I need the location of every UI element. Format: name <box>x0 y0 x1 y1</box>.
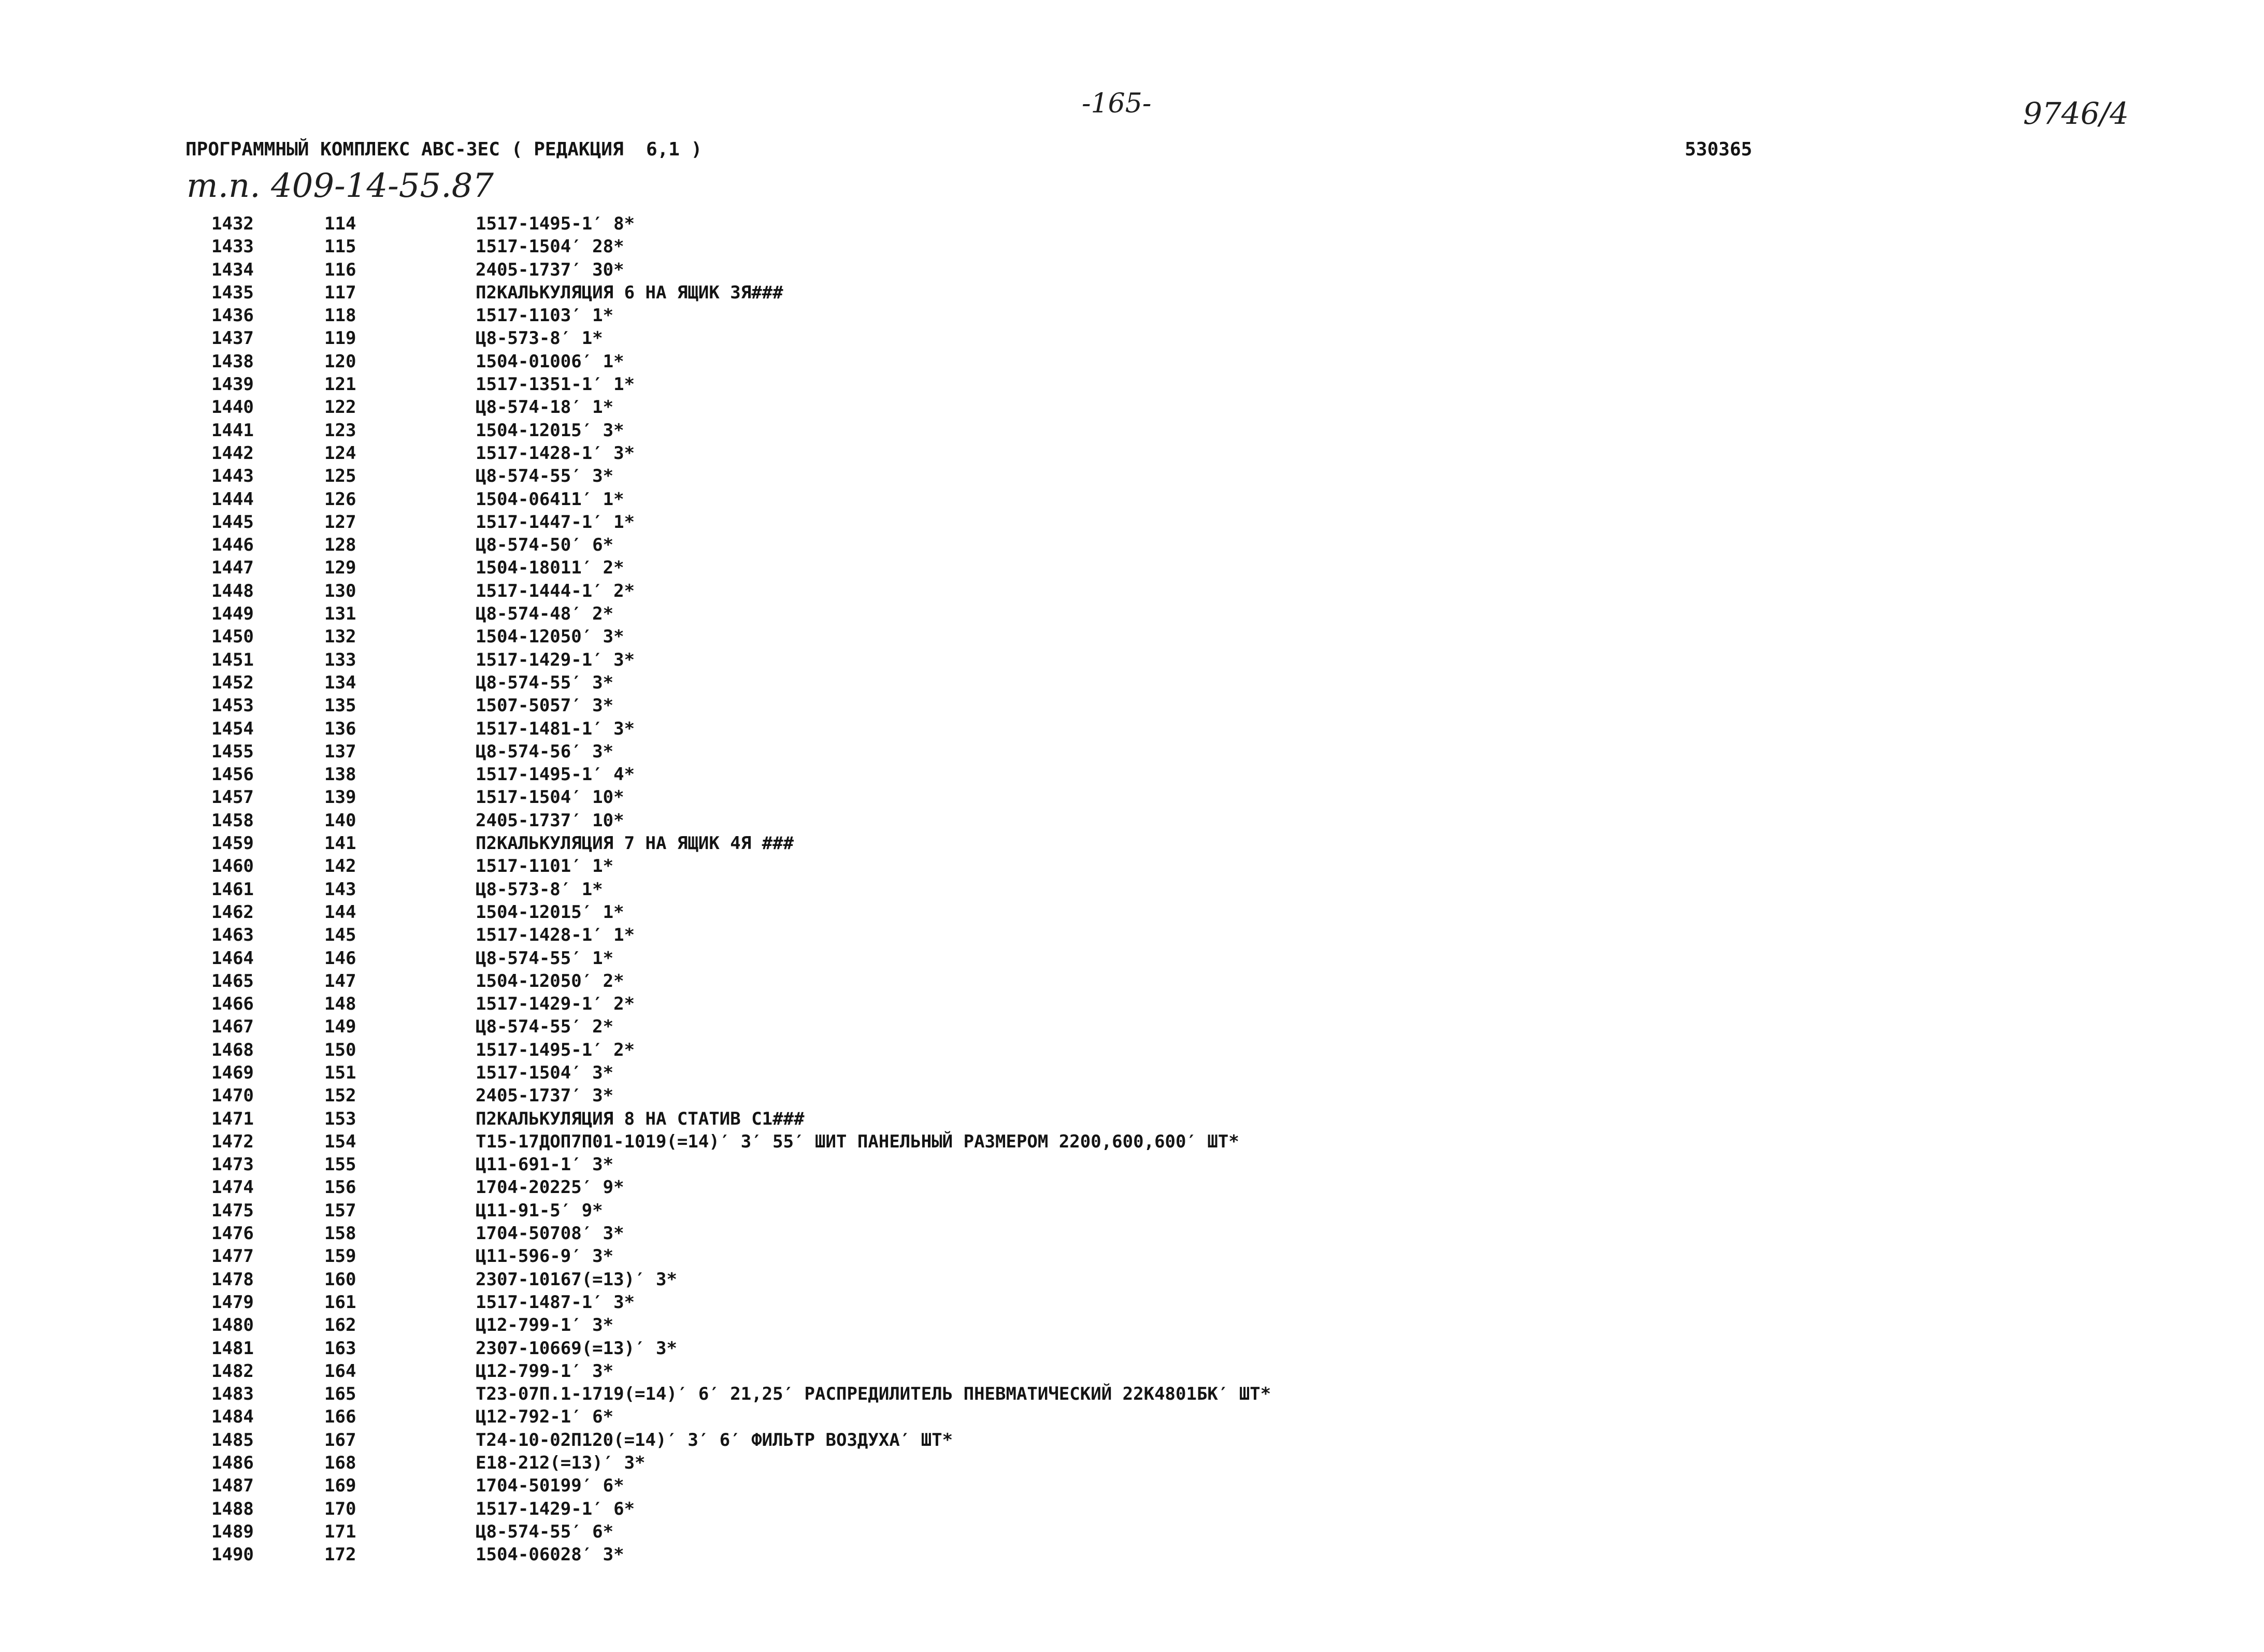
sequence-number: 148 <box>324 994 356 1015</box>
listing-row <box>211 1543 1973 1566</box>
listing-row <box>211 924 1973 946</box>
sequence-number: 133 <box>324 649 356 670</box>
listing-row <box>211 1199 1973 1222</box>
listing-row <box>211 1084 1973 1107</box>
line-number: 1476 <box>211 1223 254 1244</box>
line-number: 1455 <box>211 741 254 762</box>
line-number: 1448 <box>211 580 254 601</box>
listing-row <box>211 625 1973 648</box>
line-number: 1482 <box>211 1360 254 1382</box>
sequence-number: 158 <box>324 1223 356 1244</box>
sequence-number: 163 <box>324 1338 356 1359</box>
record-text: Ц8-574-55′ 3* <box>476 466 614 487</box>
record-text: 1504-12050′ 3* <box>476 626 624 648</box>
record-text: 1517-1495-1′ 2* <box>476 1039 635 1060</box>
line-number: 1441 <box>211 420 254 441</box>
line-number: 1454 <box>211 718 254 739</box>
listing-row <box>211 993 1973 1015</box>
listing-row <box>211 671 1973 694</box>
sequence-number: 136 <box>324 718 356 739</box>
line-number: 1466 <box>211 994 254 1015</box>
record-text: 1504-06028′ 3* <box>476 1544 624 1565</box>
listing-row <box>211 373 1973 396</box>
program-header <box>185 139 713 160</box>
sequence-number: 138 <box>324 764 356 785</box>
sequence-number: 143 <box>324 879 356 900</box>
record-text: 1704-50199′ 6* <box>476 1475 624 1497</box>
sequence-number: 131 <box>324 604 356 625</box>
line-number: 1475 <box>211 1200 254 1221</box>
edition-label: ( РЕДАКЦИЯ 6,1 ) <box>511 139 703 160</box>
line-number: 1446 <box>211 535 254 556</box>
line-number: 1449 <box>211 604 254 625</box>
listing-row <box>211 465 1973 487</box>
listing-row <box>211 1360 1973 1383</box>
record-text: 1517-1504′ 3* <box>476 1062 614 1083</box>
listing-row <box>211 1108 1973 1130</box>
line-number: 1432 <box>211 213 254 234</box>
sequence-number: 126 <box>324 489 356 510</box>
record-text: 1504-01006′ 1* <box>476 351 624 372</box>
listing-row <box>211 878 1973 901</box>
listing-row <box>211 235 1973 258</box>
listing-row <box>211 1061 1973 1084</box>
sequence-number: 150 <box>324 1039 356 1060</box>
record-text: 1517-1429-1′ 6* <box>476 1498 635 1519</box>
sequence-number: 129 <box>324 557 356 579</box>
line-number: 1484 <box>211 1406 254 1428</box>
record-text: Ц8-574-48′ 2* <box>476 604 614 625</box>
sequence-number: 142 <box>324 856 356 877</box>
record-text: 1504-06411′ 1* <box>476 489 624 510</box>
record-text: 1507-5057′ 3* <box>476 695 614 716</box>
line-number: 1434 <box>211 259 254 280</box>
document-code: 530365 <box>1685 139 1753 160</box>
sequence-number: 123 <box>324 420 356 441</box>
sequence-number: 157 <box>324 1200 356 1221</box>
record-text: Ц8-574-55′ 1* <box>476 947 614 969</box>
line-number: 1433 <box>211 236 254 257</box>
record-text: Ц8-573-8′ 1* <box>476 879 603 900</box>
record-text: 2405-1737′ 3* <box>476 1085 614 1107</box>
listing-row <box>211 304 1973 327</box>
line-number: 1468 <box>211 1039 254 1060</box>
line-number: 1471 <box>211 1108 254 1129</box>
line-number: 1445 <box>211 511 254 533</box>
line-number: 1435 <box>211 282 254 303</box>
line-number: 1483 <box>211 1384 254 1405</box>
line-number: 1480 <box>211 1315 254 1336</box>
record-text: Ц11-596-9′ 3* <box>476 1246 614 1267</box>
sequence-number: 149 <box>324 1016 356 1038</box>
record-text: Ц8-574-55′ 6* <box>476 1521 614 1542</box>
line-number: 1463 <box>211 925 254 946</box>
sequence-number: 160 <box>324 1269 356 1290</box>
listing-row <box>211 1520 1973 1543</box>
line-number: 1472 <box>211 1131 254 1152</box>
record-text: Т24-10-02П120(=14)′ 3′ 6′ ФИЛЬТР ВОЗДУХА′ ШТ* <box>476 1429 953 1450</box>
line-number: 1444 <box>211 489 254 510</box>
sequence-number: 152 <box>324 1085 356 1107</box>
sequence-number: 162 <box>324 1315 356 1336</box>
line-number: 1452 <box>211 672 254 693</box>
sequence-number: 116 <box>324 259 356 280</box>
line-number: 1451 <box>211 649 254 670</box>
record-text: Ц8-574-55′ 3* <box>476 672 614 693</box>
listing-row <box>211 1130 1973 1153</box>
program-name: ПРОГРАММНЫЙ КОМПЛЕКС АВС-3ЕС <box>185 139 500 160</box>
record-text: 1517-1495-1′ 4* <box>476 764 635 785</box>
listing-row <box>211 649 1973 671</box>
listing-row <box>211 488 1973 511</box>
sequence-number: 137 <box>324 741 356 762</box>
sequence-number: 121 <box>324 374 356 395</box>
sequence-number: 172 <box>324 1544 356 1565</box>
record-text: 2405-1737′ 30* <box>476 259 624 280</box>
listing-row <box>211 442 1973 465</box>
sequence-number: 140 <box>324 810 356 831</box>
record-text: 1704-20225′ 9* <box>476 1177 624 1198</box>
sequence-number: 169 <box>324 1475 356 1497</box>
record-text: Ц12-792-1′ 6* <box>476 1406 614 1428</box>
listing-row <box>211 1314 1973 1337</box>
sequence-number: 119 <box>324 328 356 349</box>
sequence-number: 161 <box>324 1291 356 1313</box>
sequence-number: 135 <box>324 695 356 716</box>
sequence-number: 125 <box>324 466 356 487</box>
listing-row <box>211 740 1973 763</box>
line-number: 1467 <box>211 1016 254 1038</box>
record-text: П2КАЛЬКУЛЯЦИЯ 6 НА ЯЩИК 3Я### <box>476 282 783 303</box>
sequence-number: 144 <box>324 901 356 923</box>
listing-row <box>211 1429 1973 1452</box>
record-text: Т15-17ДОП7П01-1019(=14)′ 3′ 55′ ШИТ ПАНЕЛЬНЫЙ РАЗМЕРОМ 2200,600,600′ ШТ* <box>476 1131 1239 1152</box>
listing-row <box>211 580 1973 602</box>
sequence-number: 122 <box>324 397 356 418</box>
record-text: 1517-1429-1′ 3* <box>476 649 635 670</box>
line-number: 1481 <box>211 1338 254 1359</box>
page-number-note: -165- <box>1082 88 1152 119</box>
listing-row <box>211 1498 1973 1520</box>
listing-row <box>211 1245 1973 1268</box>
listing-row <box>211 350 1973 373</box>
listing-row <box>211 556 1973 579</box>
listing-row <box>211 1474 1973 1497</box>
line-number: 1456 <box>211 764 254 785</box>
sequence-number: 117 <box>324 282 356 303</box>
record-text: 1504-12015′ 3* <box>476 420 624 441</box>
sequence-number: 165 <box>324 1384 356 1405</box>
sequence-number: 167 <box>324 1429 356 1450</box>
record-text: 1517-1351-1′ 1* <box>476 374 635 395</box>
record-text: 1517-1103′ 1* <box>476 305 614 326</box>
sequence-number: 151 <box>324 1062 356 1083</box>
listing-row <box>211 832 1973 855</box>
sequence-number: 170 <box>324 1498 356 1519</box>
line-number: 1450 <box>211 626 254 648</box>
line-number: 1458 <box>211 810 254 831</box>
listing-row <box>211 212 1973 235</box>
sequence-number: 166 <box>324 1406 356 1428</box>
record-text: 2405-1737′ 10* <box>476 810 624 831</box>
record-text: 1504-12050′ 2* <box>476 970 624 992</box>
listing-row <box>211 1015 1973 1038</box>
sequence-number: 130 <box>324 580 356 601</box>
record-text: 1517-1481-1′ 3* <box>476 718 635 739</box>
line-number: 1440 <box>211 397 254 418</box>
record-text: П2КАЛЬКУЛЯЦИЯ 7 НА ЯЩИК 4Я ### <box>476 833 794 854</box>
line-number: 1487 <box>211 1475 254 1497</box>
listing-row <box>211 1452 1973 1474</box>
line-number: 1477 <box>211 1246 254 1267</box>
listing-row <box>211 786 1973 809</box>
listing <box>211 212 1973 1567</box>
sequence-number: 134 <box>324 672 356 693</box>
sequence-number: 124 <box>324 442 356 464</box>
sequence-number: 128 <box>324 535 356 556</box>
listing-row <box>211 258 1973 281</box>
line-number: 1461 <box>211 879 254 900</box>
archive-number-note: 9746/4 <box>2023 96 2129 131</box>
listing-row <box>211 1405 1973 1428</box>
listing-row <box>211 602 1973 625</box>
line-number: 1453 <box>211 695 254 716</box>
record-text: Ц12-799-1′ 3* <box>476 1360 614 1382</box>
line-number: 1478 <box>211 1269 254 1290</box>
line-number: 1489 <box>211 1521 254 1542</box>
record-text: 1517-1504′ 10* <box>476 787 624 808</box>
record-text: 1517-1504′ 28* <box>476 236 624 257</box>
sequence-number: 154 <box>324 1131 356 1152</box>
record-text: Ц11-691-1′ 3* <box>476 1154 614 1175</box>
listing-row <box>211 1039 1973 1061</box>
listing-row <box>211 809 1973 832</box>
line-number: 1457 <box>211 787 254 808</box>
record-text: 1517-1444-1′ 2* <box>476 580 635 601</box>
sequence-number: 156 <box>324 1177 356 1198</box>
record-text: 1517-1428-1′ 3* <box>476 442 635 464</box>
sequence-number: 132 <box>324 626 356 648</box>
record-text: Ц8-574-56′ 3* <box>476 741 614 762</box>
listing-row <box>211 947 1973 970</box>
listing-row <box>211 1268 1973 1291</box>
listing-row <box>211 1176 1973 1199</box>
line-number: 1473 <box>211 1154 254 1175</box>
record-text: 1517-1429-1′ 2* <box>476 994 635 1015</box>
sequence-number: 146 <box>324 947 356 969</box>
record-text: 1517-1428-1′ 1* <box>476 925 635 946</box>
listing-row <box>211 327 1973 350</box>
line-number: 1470 <box>211 1085 254 1107</box>
sequence-number: 118 <box>324 305 356 326</box>
listing-row <box>211 281 1973 304</box>
listing-row <box>211 419 1973 442</box>
line-number: 1442 <box>211 442 254 464</box>
record-text: 1517-1447-1′ 1* <box>476 511 635 533</box>
sequence-number: 127 <box>324 511 356 533</box>
line-number: 1439 <box>211 374 254 395</box>
listing-row <box>211 1337 1973 1360</box>
line-number: 1438 <box>211 351 254 372</box>
record-text: 1517-1101′ 1* <box>476 856 614 877</box>
record-text: Е18-212(=13)′ 3* <box>476 1453 646 1474</box>
listing-row <box>211 534 1973 556</box>
line-number: 1485 <box>211 1429 254 1450</box>
listing-row <box>211 1222 1973 1245</box>
listing-row <box>211 1383 1973 1405</box>
sequence-number: 171 <box>324 1521 356 1542</box>
listing-row <box>211 1291 1973 1314</box>
record-text: 1704-50708′ 3* <box>476 1223 624 1244</box>
listing-row <box>211 901 1973 924</box>
record-text: 1517-1487-1′ 3* <box>476 1291 635 1313</box>
line-number: 1447 <box>211 557 254 579</box>
line-number: 1464 <box>211 947 254 969</box>
line-number: 1490 <box>211 1544 254 1565</box>
line-number: 1462 <box>211 901 254 923</box>
record-text: 2307-10167(=13)′ 3* <box>476 1269 677 1290</box>
sequence-number: 120 <box>324 351 356 372</box>
project-code-note: т.п. 409-14-55.87 <box>187 167 494 205</box>
sequence-number: 114 <box>324 213 356 234</box>
listing-row <box>211 1153 1973 1176</box>
line-number: 1437 <box>211 328 254 349</box>
sequence-number: 145 <box>324 925 356 946</box>
record-text: Ц8-574-18′ 1* <box>476 397 614 418</box>
sequence-number: 159 <box>324 1246 356 1267</box>
line-number: 1465 <box>211 970 254 992</box>
line-number: 1459 <box>211 833 254 854</box>
record-text: 2307-10669(=13)′ 3* <box>476 1338 677 1359</box>
line-number: 1486 <box>211 1453 254 1474</box>
record-text: Ц12-799-1′ 3* <box>476 1315 614 1336</box>
listing-row <box>211 511 1973 534</box>
record-text: Ц8-574-55′ 2* <box>476 1016 614 1038</box>
line-number: 1469 <box>211 1062 254 1083</box>
line-number: 1443 <box>211 466 254 487</box>
listing-row <box>211 970 1973 993</box>
record-text: Ц11-91-5′ 9* <box>476 1200 603 1221</box>
line-number: 1436 <box>211 305 254 326</box>
sequence-number: 168 <box>324 1453 356 1474</box>
sequence-number: 164 <box>324 1360 356 1382</box>
sequence-number: 139 <box>324 787 356 808</box>
record-text: 1504-18011′ 2* <box>476 557 624 579</box>
sequence-number: 155 <box>324 1154 356 1175</box>
sequence-number: 147 <box>324 970 356 992</box>
record-text: Ц8-573-8′ 1* <box>476 328 603 349</box>
record-text: 1504-12015′ 1* <box>476 901 624 923</box>
record-text: П2КАЛЬКУЛЯЦИЯ 8 НА СТАТИВ С1### <box>476 1108 805 1129</box>
sequence-number: 115 <box>324 236 356 257</box>
record-text: Ц8-574-50′ 6* <box>476 535 614 556</box>
sequence-number: 141 <box>324 833 356 854</box>
line-number: 1460 <box>211 856 254 877</box>
line-number: 1474 <box>211 1177 254 1198</box>
listing-row <box>211 717 1973 740</box>
line-number: 1479 <box>211 1291 254 1313</box>
record-text: Т23-07П.1-1719(=14)′ 6′ 21,25′ РАСПРЕДИЛИТЕЛЬ ПНЕВМАТИЧЕСКИЙ 22К4801БК′ ШТ* <box>476 1384 1271 1405</box>
listing-row <box>211 855 1973 878</box>
line-number: 1488 <box>211 1498 254 1519</box>
listing-row <box>211 763 1973 786</box>
record-text: 1517-1495-1′ 8* <box>476 213 635 234</box>
listing-row <box>211 694 1973 717</box>
listing-row <box>211 396 1973 419</box>
sequence-number: 153 <box>324 1108 356 1129</box>
